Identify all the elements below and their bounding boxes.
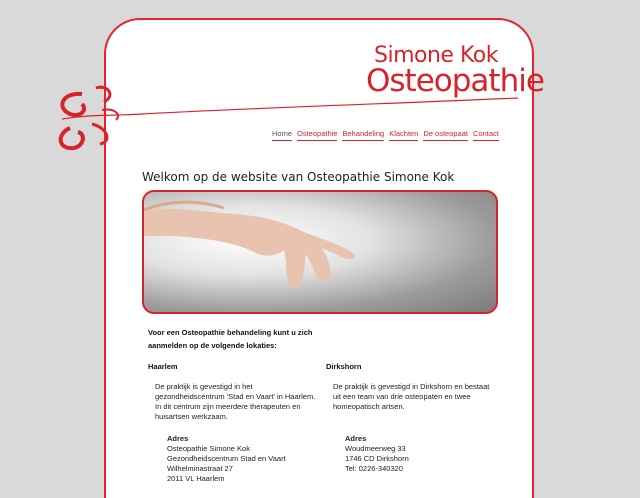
hero-image [142,190,498,314]
location-desc-line: huisartsen werkzaam. [155,412,228,421]
logo-line-name: Simone Kok [374,43,498,68]
intro-text [148,326,348,352]
intro-line: aanmelden op de volgende lokaties: [148,341,277,350]
location-desc-line: homeopatisch artsen. [333,402,405,411]
address-title: Adres [345,434,367,443]
logo-line-title: Osteopathie [366,63,544,99]
nav-behandeling[interactable]: Behandeling [342,129,384,141]
nav-osteopathie[interactable]: Osteopathie [297,129,337,141]
location-desc-line: uit een team van drie osteopaten en twee [333,392,471,401]
location-desc-line: gezondheidscentrum 'Stad en Vaart' in Haarlem. [155,392,316,401]
hand-photo-icon [144,192,496,312]
nav-de-osteopaat[interactable]: De osteopaat [423,129,468,141]
location-desc-line: De praktijk is gevestigd in het [155,382,253,391]
nav-contact[interactable]: Contact [473,129,499,141]
address-line: 2011 VL Haarlem [167,474,225,483]
address-line: Gezondheidscentrum Stad en Vaart [167,454,286,463]
address-line: Osteopathie Simone Kok [167,444,250,453]
address-line: 1746 CD Dirkshorn [345,454,409,463]
address-line: Wilhelminastraat 27 [167,464,233,473]
nav-home[interactable]: Home [272,129,292,141]
address-line: Tel: 0226-340320 [345,464,403,473]
nav-klachten[interactable]: Klachten [389,129,418,141]
intro-line: Voor een Osteopathie behandeling kunt u zich [148,328,313,337]
site-logo[interactable] [366,43,544,99]
location-dirkshorn [326,362,506,474]
main-nav [272,129,499,141]
address-line: Woudmeerweg 33 [345,444,406,453]
location-desc-line: In dit centrum zijn meerdere therapeuten en [155,402,301,411]
location-desc-line: De praktijk is gevestigd in Dirkshorn en bestaat [333,382,490,391]
location-haarlem [148,362,328,484]
location-heading: Haarlem [148,362,178,371]
page-title: Welkom op de website van Osteopathie Simone Kok [142,170,455,184]
address-title: Adres [167,434,189,443]
location-heading: Dirkshorn [326,362,362,371]
